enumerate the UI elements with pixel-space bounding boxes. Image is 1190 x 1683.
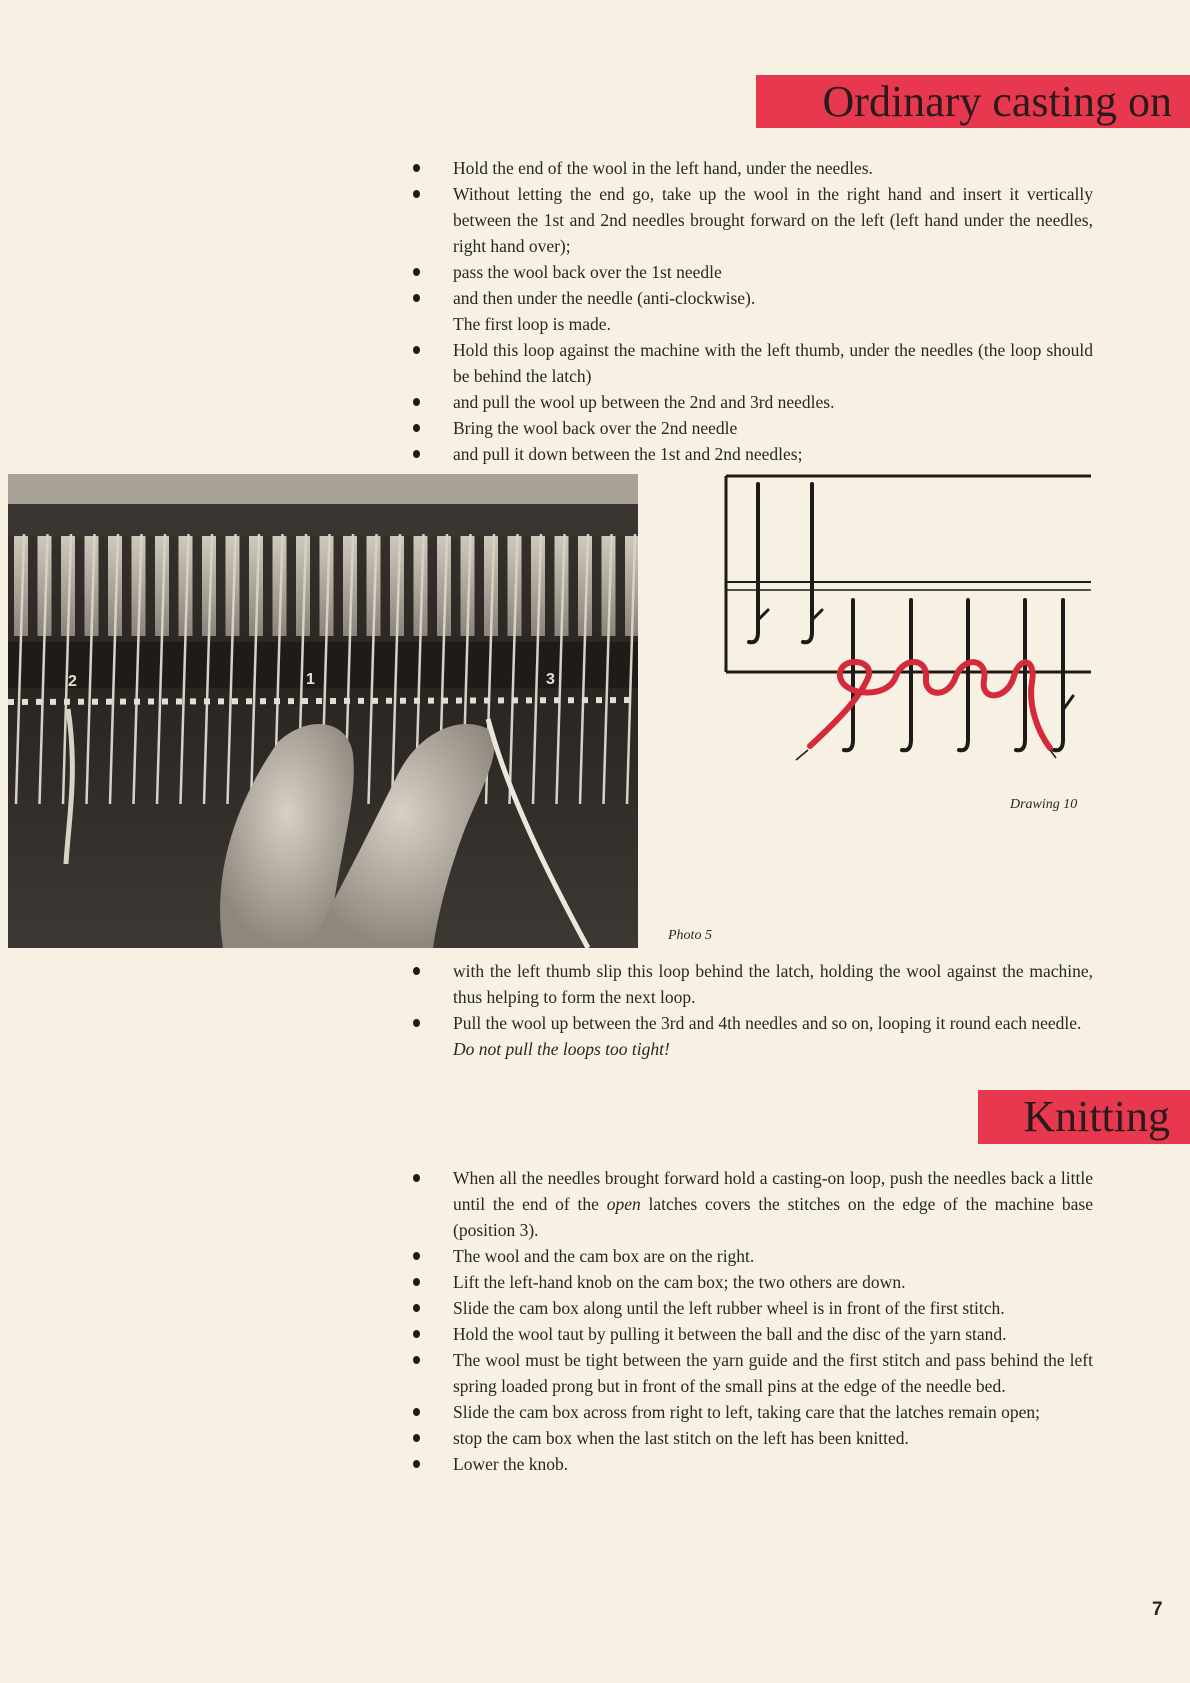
- bullet-icon: [413, 1356, 420, 1364]
- knitting-machine-photo: [8, 474, 638, 948]
- section-heading-casting-on: [756, 75, 1190, 128]
- bullet-icon: [413, 164, 420, 172]
- list-item: Hold this loop against the machine with the left thumb, under the needles (the loop should be behind the latch): [453, 337, 1093, 389]
- casting-on-loops-drawing: [718, 470, 1098, 790]
- bullet-icon: [413, 450, 420, 458]
- bullet-icon: [413, 346, 420, 354]
- list-item: and pull it down between the 1st and 2nd needles;: [453, 441, 1093, 467]
- bullet-icon: [413, 1019, 420, 1027]
- section-heading-text: Knitting: [1023, 1092, 1170, 1141]
- list-item: Slide the cam box along until the left rubber wheel is in front of the first stitch.: [453, 1295, 1093, 1321]
- knitting-steps-list: [453, 1165, 1093, 1477]
- bullet-icon: [413, 294, 420, 302]
- photo-caption: Photo 5: [668, 928, 712, 943]
- list-item: Hold the wool taut by pulling it between the ball and the disc of the yarn stand.: [453, 1321, 1093, 1347]
- list-item: stop the cam box when the last stitch on the left has been knitted.: [453, 1425, 1093, 1451]
- needle-position-label: 1: [306, 671, 315, 688]
- list-item: Lower the knob.: [453, 1451, 1093, 1477]
- needle-position-label: 2: [68, 673, 77, 690]
- bullet-icon: [413, 1174, 420, 1182]
- bullet-icon: [413, 1252, 420, 1260]
- casting-on-steps-continued-list: [453, 958, 1093, 1062]
- section-heading-text: Ordinary casting on: [822, 76, 1172, 126]
- drawing-caption: Drawing 10: [1010, 797, 1078, 812]
- bullet-icon: [413, 1408, 420, 1416]
- list-item: Hold the end of the wool in the left hand, under the needles.: [453, 155, 1093, 181]
- section-heading-knitting: [978, 1090, 1190, 1144]
- bullet-icon: [413, 1278, 420, 1286]
- bullet-icon: [413, 1460, 420, 1468]
- list-item: The wool and the cam box are on the right.: [453, 1243, 1093, 1269]
- list-item: Slide the cam box across from right to left, taking care that the latches remain open;: [453, 1399, 1093, 1425]
- casting-on-steps-list: [453, 155, 1093, 467]
- bullet-icon: [413, 424, 420, 432]
- list-item: Pull the wool up between the 3rd and 4th needles and so on, looping it round each needle. Do not pull the loops too tight!: [453, 1010, 1093, 1062]
- list-item-note: The first loop is made.: [453, 314, 611, 334]
- list-item: pass the wool back over the 1st needle: [453, 259, 1093, 285]
- list-item: Bring the wool back over the 2nd needle: [453, 415, 1093, 441]
- warning-note: Do not pull the loops too tight!: [453, 1039, 670, 1059]
- list-item: Lift the left-hand knob on the cam box; the two others are down.: [453, 1269, 1093, 1295]
- list-item: Without letting the end go, take up the wool in the right hand and insert it vertically between the 1st and 2nd needles brought forward on the left (left hand under the needles, right hand over);: [453, 181, 1093, 259]
- list-item: with the left thumb slip this loop behind the latch, holding the wool against the machine, thus helping to form the next loop.: [453, 958, 1093, 1010]
- needle-position-label: 3: [546, 671, 555, 688]
- list-item: The wool must be tight between the yarn guide and the first stitch and pass behind the left spring loaded prong but in front of the small pins at the edge of the needle bed.: [453, 1347, 1093, 1399]
- bullet-icon: [413, 398, 420, 406]
- bullet-icon: [413, 1304, 420, 1312]
- page-number: 7: [1152, 1599, 1163, 1620]
- bullet-icon: [413, 967, 420, 975]
- bullet-icon: [413, 1330, 420, 1338]
- bullet-icon: [413, 190, 420, 198]
- list-item: and then under the needle (anti-clockwise). The first loop is made.: [453, 285, 1093, 337]
- list-item: and pull the wool up between the 2nd and 3rd needles.: [453, 389, 1093, 415]
- bullet-icon: [413, 1434, 420, 1442]
- bullet-icon: [413, 268, 420, 276]
- list-item: When all the needles brought forward hold a casting-on loop, push the needles back a little until the end of the open latches covers the stitches on the edge of the machine base (position 3).: [453, 1165, 1093, 1243]
